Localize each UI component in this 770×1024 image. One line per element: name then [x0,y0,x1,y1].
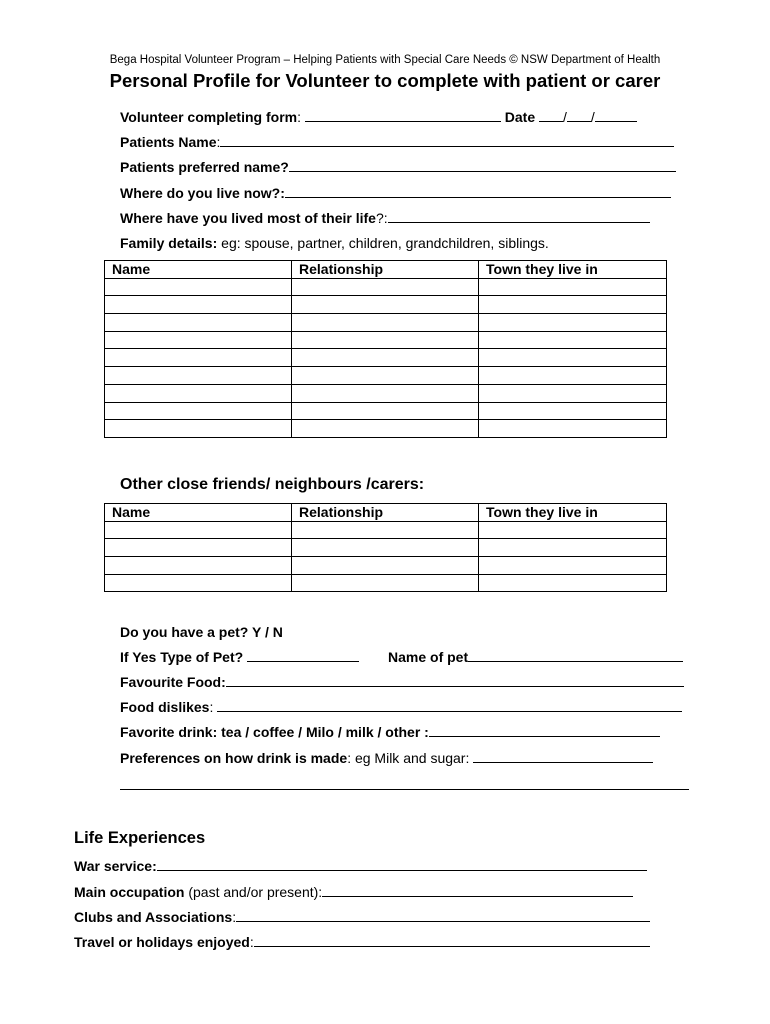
patient-name-colon: : [216,134,221,150]
pet-type-row [120,649,359,665]
friends-heading: Other close friends/ neighbours /carers: [120,476,425,493]
favourite-food-field[interactable] [226,674,684,687]
war-service-row [74,858,647,874]
lived-most-row [120,210,650,226]
table-cell[interactable] [105,278,292,296]
family-table-header [105,261,667,279]
live-now-label: Where do you live now?: [120,185,285,201]
patient-name-label: Patients Name [120,134,217,150]
friends-table [104,503,667,592]
table-row [105,521,667,539]
lived-most-label: Where have you lived most of their life [120,210,376,226]
preferences-extra-line[interactable] [120,789,689,790]
food-dislikes-row [120,699,682,715]
favorite-drink-label: Favorite drink: tea / coffee / Milo / milk / other : [120,724,429,740]
table-cell[interactable] [292,367,479,385]
war-service-field[interactable] [157,858,647,871]
family-details-hint: eg: spouse, partner, children, grandchildren, siblings. [217,235,549,251]
table-cell[interactable] [479,367,667,385]
table-cell[interactable] [105,420,292,438]
main-occupation-field[interactable] [322,884,633,897]
table-cell[interactable] [479,420,667,438]
table-cell[interactable] [292,574,479,592]
have-pet-question: Do you have a pet? Y / N [120,624,283,640]
table-cell[interactable] [292,278,479,296]
table-cell[interactable] [105,574,292,592]
main-occupation-label: Main occupation [74,884,185,900]
volunteer-colon: : [297,109,305,125]
volunteer-label: Volunteer completing form [120,109,298,125]
family-details-label: Family details: [120,235,218,251]
life-experiences-heading: Life Experiences [74,829,206,847]
lived-most-field[interactable] [388,210,650,223]
table-cell[interactable] [292,521,479,539]
table-cell[interactable] [292,314,479,332]
table-row [105,384,667,402]
travel-colon: : [249,934,254,950]
table-cell[interactable] [479,314,667,332]
preferences-label: Preferences on how drink is made [120,750,348,766]
table-row [105,296,667,314]
pet-name-row [388,649,683,665]
table-cell[interactable] [105,314,292,332]
page-title: Personal Profile for Volunteer to complete with patient or carer [109,70,661,91]
table-cell[interactable] [292,331,479,349]
table-row [105,331,667,349]
family-table [104,260,667,438]
travel-field[interactable] [254,934,650,947]
date-month-field[interactable] [567,109,591,122]
table-cell[interactable] [292,420,479,438]
table-cell[interactable] [292,402,479,420]
table-cell[interactable] [479,278,667,296]
table-cell[interactable] [292,349,479,367]
clubs-label: Clubs and Associations [74,909,233,925]
table-row [105,574,667,592]
table-cell[interactable] [105,384,292,402]
date-separator-1: / [563,109,567,125]
table-cell[interactable] [479,402,667,420]
favourite-food-row [120,674,684,690]
table-cell[interactable] [479,557,667,575]
live-now-row [120,185,671,201]
pet-type-field[interactable] [247,649,359,662]
travel-row [74,934,650,950]
friends-header-name: Name [105,504,292,522]
food-dislikes-field[interactable] [217,699,682,712]
family-header-name: Name [105,261,292,279]
date-label: Date [504,109,536,125]
food-dislikes-colon: : [209,699,218,715]
preferences-hint: : eg Milk and sugar: [347,750,474,766]
table-cell[interactable] [292,539,479,557]
clubs-colon: : [232,909,237,925]
family-header-relationship: Relationship [292,261,479,279]
table-cell[interactable] [479,296,667,314]
favorite-drink-row [120,724,660,740]
table-cell[interactable] [105,539,292,557]
friends-table-header [105,504,667,522]
table-row [105,367,667,385]
live-now-field[interactable] [285,185,671,198]
table-cell[interactable] [105,296,292,314]
preferences-field[interactable] [473,750,653,763]
pet-name-field[interactable] [468,649,683,662]
table-cell[interactable] [105,521,292,539]
favorite-drink-field[interactable] [429,724,660,737]
table-cell[interactable] [292,557,479,575]
table-cell[interactable] [105,367,292,385]
table-cell[interactable] [105,349,292,367]
volunteer-field[interactable] [305,109,501,122]
lived-most-suffix: ?: [375,210,388,226]
table-row [105,349,667,367]
program-header: Bega Hospital Volunteer Program – Helping Patients with Special Care Needs © NSW Department of Health [109,54,661,66]
family-details-row [120,235,549,251]
table-cell[interactable] [105,331,292,349]
favourite-food-label: Favourite Food: [120,674,226,690]
date-year-field[interactable] [595,109,637,122]
clubs-field[interactable] [236,909,650,922]
pet-name-label: Name of pet [388,649,469,665]
pet-type-label: If Yes Type of Pet? [120,649,244,665]
preferences-row [120,750,653,766]
family-header-town: Town they live in [479,261,667,279]
table-cell[interactable] [479,384,667,402]
date-day-field[interactable] [539,109,563,122]
war-service-label: War service: [74,858,157,874]
volunteer-row [120,109,637,125]
preferred-name-label: Patients preferred name? [120,159,289,175]
table-cell[interactable] [105,557,292,575]
table-cell[interactable] [479,521,667,539]
clubs-row [74,909,650,925]
patient-name-field[interactable] [220,134,674,147]
table-row [105,278,667,296]
table-cell[interactable] [479,331,667,349]
table-cell[interactable] [292,296,479,314]
main-occupation-hint: (past and/or present): [184,884,323,900]
travel-label: Travel or holidays enjoyed [74,934,250,950]
table-cell[interactable] [479,574,667,592]
preferred-name-field[interactable] [289,159,676,172]
table-cell[interactable] [479,349,667,367]
date-separator-2: / [590,109,595,125]
main-occupation-row [74,884,633,900]
table-row [105,539,667,557]
patient-name-row [120,134,674,150]
table-row [105,420,667,438]
preferred-name-row [120,159,676,175]
table-cell[interactable] [479,539,667,557]
table-cell[interactable] [105,402,292,420]
table-row [105,402,667,420]
friends-header-town: Town they live in [479,504,667,522]
food-dislikes-label: Food dislikes [120,699,210,715]
friends-header-relationship: Relationship [292,504,479,522]
table-cell[interactable] [292,384,479,402]
table-row [105,314,667,332]
table-row [105,557,667,575]
